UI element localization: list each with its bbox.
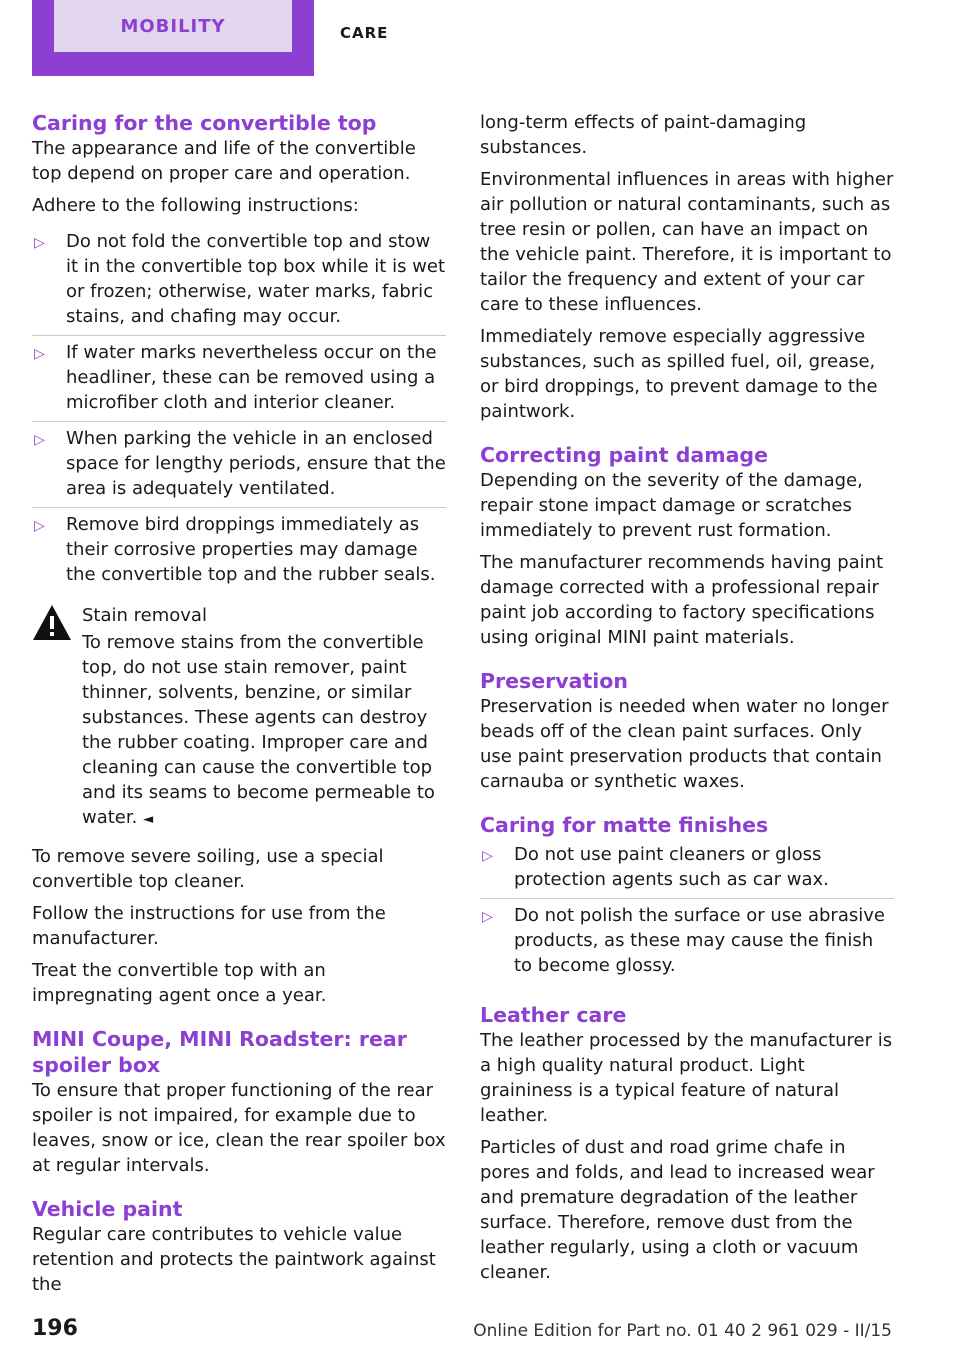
edition-footer: Online Edition for Part no. 01 40 2 961 029 - II/15 <box>473 1321 892 1341</box>
vehicle-paint-heading: Vehicle paint <box>32 1197 183 1221</box>
matte-finishes-heading: Caring for matte finishes <box>480 813 769 837</box>
triangle-bullet-icon: ▷ <box>482 909 493 925</box>
convertible-top-intro: The appearance and life of the convertible top depend on proper care and operation. <box>32 138 416 184</box>
warning-text: To remove stains from the convertible top, do not use stain remover, paint thinner, solvents, benzine, or similar substances. These agents can destroy the rubber coating. Improper care and cleaning can cause the convertible top and its seams to become permeable to water. ◄ <box>82 632 435 828</box>
correcting-paint-heading: Correcting paint damage <box>480 443 768 467</box>
convertible-top-instructions-lead: Adhere to the following instructions: <box>32 195 359 216</box>
preservation-heading: Preservation <box>480 669 628 693</box>
impregnating-text: Treat the convertible top with an impregnating agent once a year. <box>32 960 327 1006</box>
tab-care[interactable]: CARE <box>340 24 389 42</box>
vehicle-paint-text: Regular care contributes to vehicle value retention and protects the paintwork against the <box>32 1224 436 1295</box>
list-item: ▷ Do not polish the surface or use abrasive products, as these may cause the finish to become glossy. <box>482 905 885 976</box>
triangle-bullet-icon: ▷ <box>34 518 45 534</box>
convertible-top-heading: Caring for the convertible top <box>32 111 377 135</box>
manufacturer-instructions-text: Follow the instructions for use from the manufacturer. <box>32 903 386 949</box>
preservation-text: Preservation is needed when water no longer beads off of the clean paint surfaces. Only use paint preservation products that contain carnauba or synthetic waxes. <box>480 696 889 792</box>
triangle-bullet-icon: ▷ <box>34 346 45 362</box>
aggressive-substances-text: Immediately remove especially aggressive substances, such as spilled fuel, oil, grease, or bird droppings, to prevent damage to the paintwork. <box>480 326 878 422</box>
triangle-bullet-icon: ▷ <box>34 235 45 251</box>
stain-removal-warning <box>32 603 446 832</box>
spoiler-heading: MINI Coupe, MINI Roadster: rear spoiler box <box>32 1027 407 1077</box>
vehicle-paint-continued: long-term effects of paint-damaging substances. <box>480 112 807 158</box>
tab-mobility-label: MOBILITY <box>54 0 292 52</box>
warning-triangle-icon <box>32 603 72 643</box>
correcting-paint-text-1: Depending on the severity of the damage, repair stone impact damage or scratches immediately to prevent rust formation. <box>480 470 863 541</box>
list-item: ▷ If water marks nevertheless occur on the headliner, these can be removed using a microfiber cloth and interior cleaner. <box>32 336 446 422</box>
leather-care-text-1: The leather processed by the manufacturer is a high quality natural product. Light graininess is a typical feature of natural leather. <box>480 1030 893 1126</box>
matte-finishes-list <box>480 838 894 984</box>
list-item: ▷ When parking the vehicle in an enclosed space for lengthy periods, ensure that the area is adequately ventilated. <box>32 422 446 508</box>
page-number: 196 <box>32 1316 78 1341</box>
list-item: ▷ Remove bird droppings immediately as their corrosive properties may damage the convertible top and the rubber seals. <box>34 514 436 585</box>
triangle-bullet-icon: ▷ <box>482 848 493 864</box>
right-column <box>480 110 894 1292</box>
list-item: ▷ Do not use paint cleaners or gloss protection agents such as car wax. <box>480 838 894 899</box>
leather-care-text-2: Particles of dust and road grime chafe in pores and folds, and lead to increased wear and premature degradation of the leather surface. Therefore, remove dust from the leather regularly, using a cloth or vacuum cleaner. <box>480 1137 875 1283</box>
left-column <box>32 110 446 1304</box>
triangle-bullet-icon: ▷ <box>34 432 45 448</box>
spoiler-text: To ensure that proper functioning of the rear spoiler is not impaired, for example due to leaves, snow or ice, clean the rear spoiler box at regular intervals. <box>32 1080 446 1176</box>
severe-soiling-text: To remove severe soiling, use a special convertible top cleaner. <box>32 846 384 892</box>
warning-title: Stain removal <box>82 605 207 626</box>
correcting-paint-text-2: The manufacturer recommends having paint damage corrected with a professional repair paint job according to factory specifications using original MINI paint materials. <box>480 552 884 648</box>
leather-care-heading: Leather care <box>480 1003 627 1027</box>
end-of-warning-icon: ◄ <box>143 812 154 827</box>
environmental-influences-text: Environmental influences in areas with higher air pollution or natural contaminants, such as tree resin or pollen, can have an impact on the vehicle paint. Therefore, it is important to tailor the frequency and extent of your car care to these influences. <box>480 169 894 315</box>
list-item: ▷ Do not fold the convertible top and stow it in the convertible top box while it is wet or frozen; otherwise, water marks, fabric stains, and chafing may occur. <box>32 225 446 336</box>
tab-mobility[interactable] <box>32 0 314 76</box>
convertible-top-instructions-list <box>32 225 446 593</box>
